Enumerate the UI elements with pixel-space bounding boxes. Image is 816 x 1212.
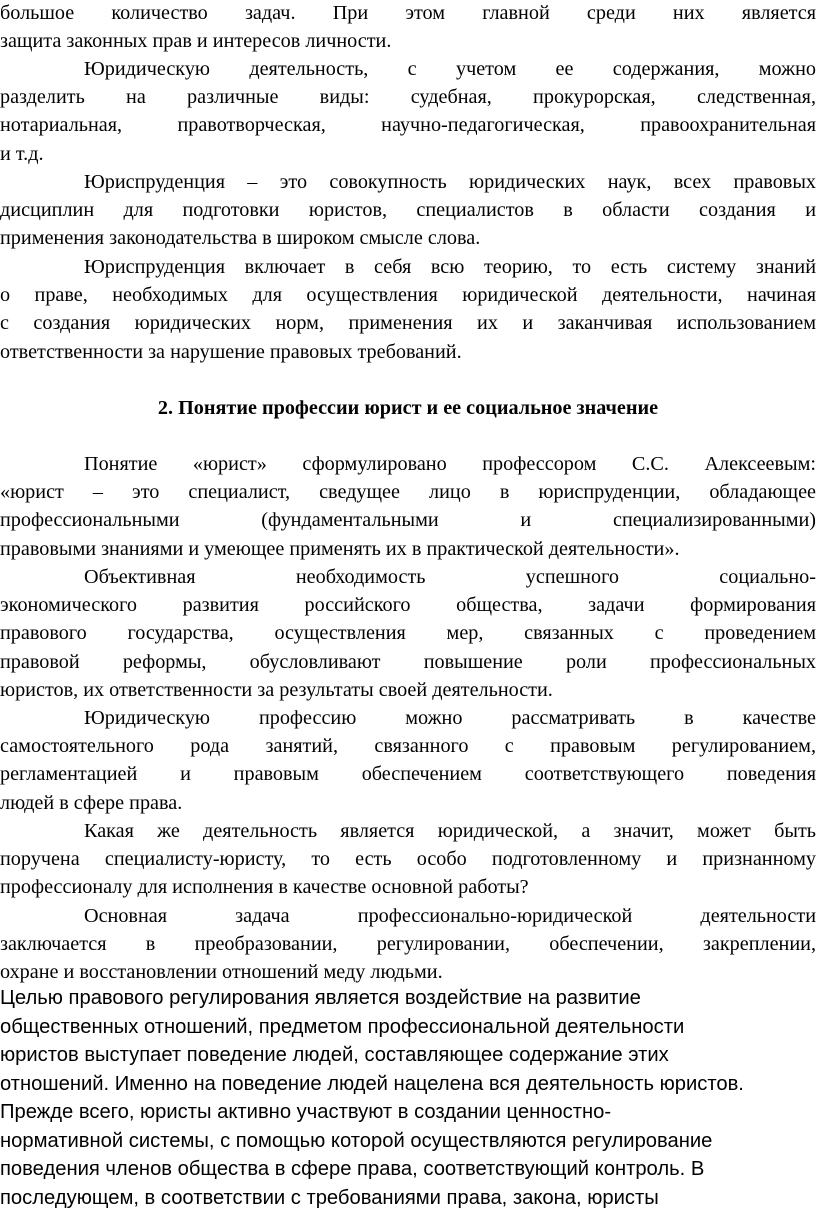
paragraph-3 xyxy=(0,168,816,253)
text-line: применения законодательства в широком смысле слова. xyxy=(0,224,816,252)
paragraph-8 xyxy=(0,817,816,902)
text-line: Юриспруденция включает в себя всю теорию, то есть систему знаний xyxy=(0,253,816,281)
paragraph-10 xyxy=(0,984,816,1212)
text-line: экономического развития российского общества, задачи формирования xyxy=(0,591,816,619)
text-line: Юриспруденция – это совокупность юридических наук, всех правовых xyxy=(0,168,816,196)
text-line: защита законных прав и интересов личности. xyxy=(0,27,816,55)
text-line: поведения членов общества в сфере права, соответствующий контроль. В xyxy=(0,1155,816,1184)
text-line: общественных отношений, предметом профессиональной деятельности xyxy=(0,1013,816,1042)
text-line: о праве, необходимых для осуществления юридической деятельности, начиная xyxy=(0,281,816,309)
paragraph-6 xyxy=(0,563,816,704)
text-line: правовой реформы, обусловливают повышение роли профессиональных xyxy=(0,648,816,676)
text-line: большое количество задач. При этом главной среди них является xyxy=(0,0,816,27)
text-line: Юридическую деятельность, с учетом ее содержания, можно xyxy=(0,55,816,83)
text-line: регламентацией и правовым обеспечением соответствующего поведения xyxy=(0,760,816,788)
text-line: последующем, в соответствии с требованиями права, закона, юристы xyxy=(0,1184,816,1212)
text-line: Объективная необходимость успешного социально- xyxy=(0,563,816,591)
text-line: Какая же деятельность является юридической, а значит, может быть xyxy=(0,817,816,845)
paragraph-9 xyxy=(0,902,816,987)
text-line: Целью правового регулирования является воздействие на развитие xyxy=(0,984,816,1013)
text-line: Юридическую профессию можно рассматривать в качестве xyxy=(0,704,816,732)
text-line: нормативной системы, с помощью которой осуществляются регулирование xyxy=(0,1127,816,1156)
text-line: профессиональными (фундаментальными и специализированными) xyxy=(0,506,816,534)
text-line: дисциплин для подготовки юристов, специалистов в области создания и xyxy=(0,196,816,224)
text-line: правового государства, осуществления мер, связанных с проведением xyxy=(0,619,816,647)
text-line: юристов выступает поведение людей, составляющее содержание этих xyxy=(0,1041,816,1070)
paragraph-4 xyxy=(0,253,816,366)
paragraph-1 xyxy=(0,0,816,55)
text-line: отношений. Именно на поведение людей нацелена вся деятельность юристов. xyxy=(0,1070,816,1099)
text-line: разделить на различные виды: судебная, прокурорская, следственная, xyxy=(0,83,816,111)
text-line: Понятие «юрист» сформулировано профессором С.С. Алексеевым: xyxy=(0,450,816,478)
text-line: поручена специалисту-юристу, то есть особо подготовленному и признанному xyxy=(0,845,816,873)
text-line: заключается в преобразовании, регулировании, обеспечении, закреплении, xyxy=(0,930,816,958)
text-line: «юрист – это специалист, сведущее лицо в юриспруденции, обладающее xyxy=(0,478,816,506)
text-line: юристов, их ответственности за результаты своей деятельности. xyxy=(0,676,816,704)
text-line: самостоятельного рода занятий, связанного с правовым регулированием, xyxy=(0,732,816,760)
text-line: ответственности за нарушение правовых требований. xyxy=(0,338,816,366)
paragraph-7 xyxy=(0,704,816,817)
section-heading: 2. Понятие профессии юрист и ее социальное значение xyxy=(0,394,816,422)
text-line: с создания юридических норм, применения их и заканчивая использованием xyxy=(0,309,816,337)
paragraph-5 xyxy=(0,450,816,563)
text-line: профессионалу для исполнения в качестве основной работы? xyxy=(0,873,816,901)
text-line: правовыми знаниями и умеющее применять их в практической деятельности». xyxy=(0,535,816,563)
text-line: людей в сфере права. xyxy=(0,789,816,817)
text-line: охране и восстановлении отношений меду людьми. xyxy=(0,958,816,986)
text-line: нотариальная, правотворческая, научно-педагогическая, правоохранительная xyxy=(0,111,816,139)
text-line: и т.д. xyxy=(0,140,816,168)
paragraph-2 xyxy=(0,55,816,168)
text-line: Основная задача профессионально-юридической деятельности xyxy=(0,902,816,930)
text-line: Прежде всего, юристы активно участвуют в создании ценностно- xyxy=(0,1098,816,1127)
